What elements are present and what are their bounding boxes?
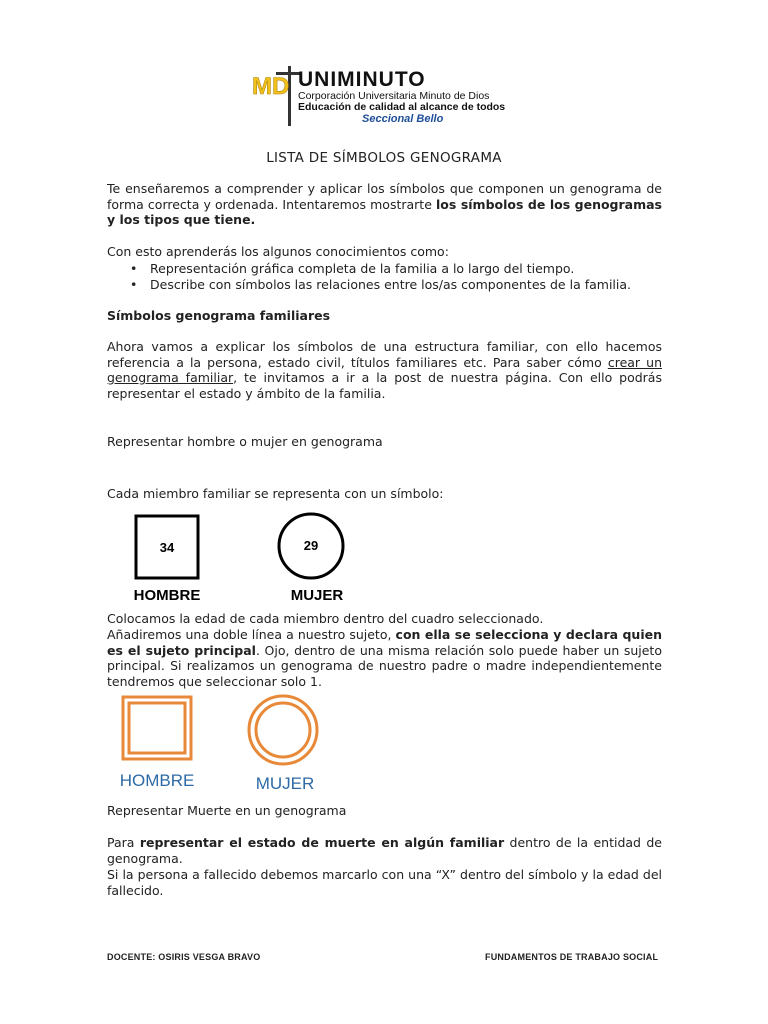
death-text-end: dentro de la entidad de genograma. bbox=[107, 835, 662, 866]
intro-text: Te enseñaremos a comprender y aplicar los símbolos que componen un genograma de forma correcta y ordenada. Intentaremos mostrarte bbox=[107, 181, 662, 212]
footer-teacher: DOCENTE: OSIRIS VESGA BRAVO bbox=[107, 952, 261, 962]
intro-paragraph bbox=[107, 181, 662, 228]
death-bold: representar el estado de muerte en algún familiar bbox=[139, 835, 505, 850]
logo-md: MD bbox=[252, 73, 290, 100]
figure-main-subject-symbols bbox=[115, 693, 325, 793]
represent-death-text: Representar Muerte en un genograma bbox=[107, 803, 347, 818]
explain-paragraph bbox=[107, 339, 662, 401]
female-double-circle-outer bbox=[249, 696, 317, 764]
age-inside-text: Colocamos la edad de cada miembro dentro del cuadro seleccionado. bbox=[107, 611, 544, 626]
double-line-bold: con ella se selecciona y declara quien es el sujeto principal bbox=[107, 627, 662, 658]
male-double-square-inner bbox=[129, 703, 185, 753]
uniminuto-logo bbox=[252, 66, 518, 128]
death-paragraph bbox=[107, 835, 662, 866]
logo-name: UNIMINUTO bbox=[298, 68, 426, 91]
represent-gender-text: Representar hombre o mujer en genograma bbox=[107, 434, 383, 449]
double-line-text-end: . Ojo, dentro de una misma relación solo puede haber un sujeto principal. Si realizamos un genograma de nuestro padre o madre independientemente tendremos que seleccionar solo 1. bbox=[107, 642, 662, 689]
male-double-square-outer bbox=[123, 697, 191, 759]
male-label-orange-fig: HOMBRE bbox=[119, 771, 195, 790]
female-label-orange-fig: MUJER bbox=[255, 774, 315, 793]
with-this-text: Con esto aprenderás los algunos conocimientos como: bbox=[107, 244, 449, 259]
double-line-text: Añadiremos una doble línea a nuestro sujeto, bbox=[107, 627, 396, 642]
explain-text-end: , te invitamos a ir a la post de nuestra página. Con ello podrás representar el estado y ámbito de la familia. bbox=[107, 370, 662, 401]
create-genogram-link[interactable]: crear un genograma familiar bbox=[107, 354, 662, 385]
figure-basic-symbols bbox=[120, 508, 360, 608]
page-title: LISTA DE SÍMBOLOS GENOGRAMA bbox=[266, 150, 502, 166]
female-age: 29 bbox=[303, 538, 319, 553]
double-line-paragraph bbox=[107, 627, 662, 689]
female-double-circle-inner bbox=[256, 703, 310, 757]
logo-line2: Educación de calidad al alcance de todos bbox=[298, 101, 506, 113]
each-member-text: Cada miembro familiar se representa con un símbolo: bbox=[107, 486, 444, 501]
explain-text: Ahora vamos a explicar los símbolos de una estructura familiar, con ello hacemos referencia a la persona, estado civil, títulos familiares etc. Para saber cómo bbox=[107, 339, 662, 370]
benefits-list bbox=[130, 261, 631, 293]
male-label: HOMBRE bbox=[133, 587, 201, 604]
male-age: 34 bbox=[159, 540, 175, 555]
death-text: Para bbox=[107, 835, 140, 850]
footer-course: FUNDAMENTOS DE TRABAJO SOCIAL bbox=[485, 952, 659, 962]
female-label: MUJER bbox=[290, 587, 344, 604]
logo-line3: Seccional Bello bbox=[362, 113, 444, 125]
logo-line1: Corporación Universitaria Minuto de Dios bbox=[298, 90, 490, 102]
list-item: • Describe con símbolos las relaciones entre los/as componentes de la familia. bbox=[130, 277, 631, 293]
intro-bold: los símbolos de los genogramas y los tipos que tiene. bbox=[107, 196, 662, 227]
list-item: • Representación gráfica completa de la familia a lo largo del tiempo. bbox=[130, 261, 631, 277]
section-heading: Símbolos genograma familiares bbox=[107, 308, 331, 323]
death-x-paragraph: Si la persona a fallecido debemos marcarlo con una “X” dentro del símbolo y la edad del fallecido. bbox=[107, 867, 662, 898]
